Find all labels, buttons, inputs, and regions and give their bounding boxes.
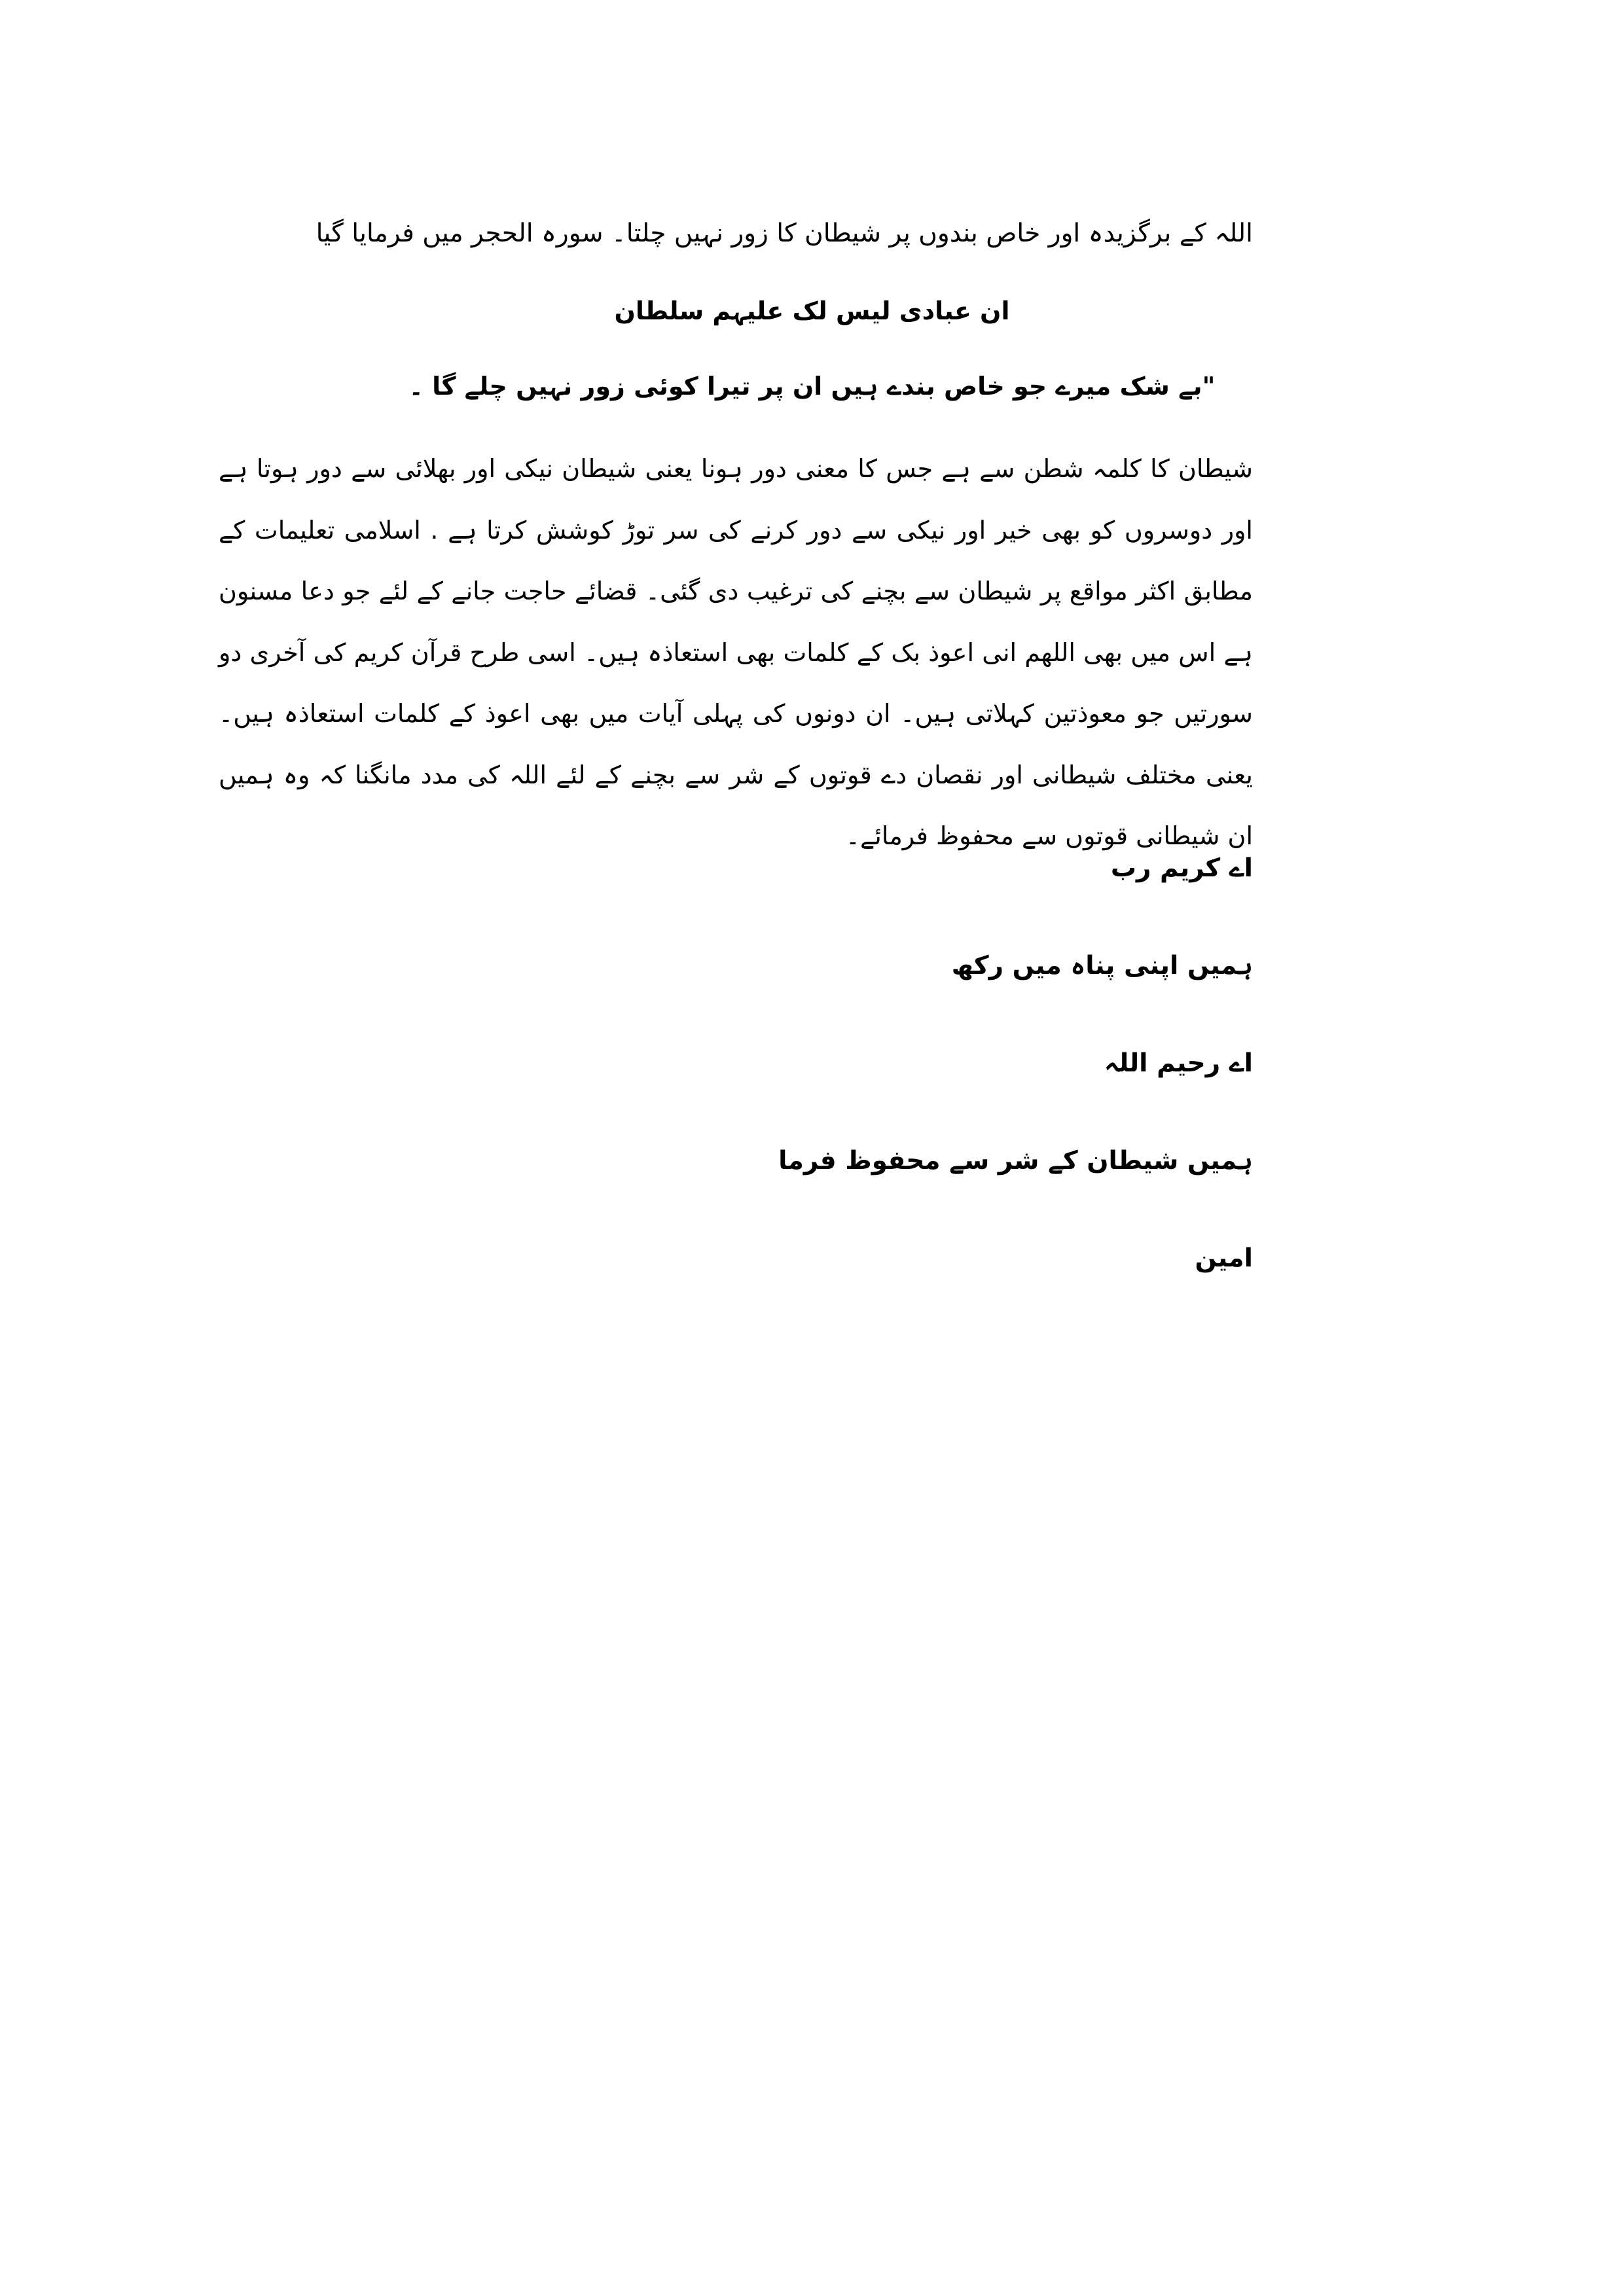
prayer-line-1: اے کریم رب	[1110, 853, 1253, 883]
arabic-verse: ان عبادی لیس لک علیہم سلطان	[614, 296, 1010, 325]
body-paragraph: شیطان کا کلمہ شطن سے ہے جس کا معنی دور ہونا یعنی شیطان نیکی اور بھلائی سے دور ہوتا ہے اور دوسروں کو بھی خیر اور نیکی سے دور کرنے کی سر توڑ کوشش کرتا ہے . اسلامی تعلیمات کے مطابق اکثر مواقع پر شیطان سے بچنے کی ترغیب دی گئی۔ قضائے حاجت جانے کے لئے جو دعا مسنون ہے اس میں بھی اللھم انی اعوذ بک کے کلمات بھی استعاذہ ہیں۔ اسی طرح قرآن کریم کی آخری دو سورتیں جو معوذتین کہلاتی ہیں۔ ان دونوں کی پہلی آیات میں بھی اعوذ کے کلمات استعاذہ ہیں۔ یعنی مختلف شیطانی اور نقصان دے قوتوں کے شر سے بچنے کے لئے اللہ کی مدد مانگنا کہ وہ ہمیں ان شیطانی قوتوں سے محفوظ فرمائے۔	[219, 454, 1253, 850]
verse-translation: "بے شک میرے جو خاص بندے ہیں ان پر تیرا کوئی زور نہیں چلے گا ۔	[408, 372, 1216, 401]
prayer-line-4: ہمیں شیطان کے شر سے محفوظ فرما	[778, 1146, 1253, 1175]
prayer-line-3: اے رحیم اللہ	[1104, 1049, 1253, 1078]
prayer-line-amen: امین	[1195, 1244, 1253, 1273]
prayer-line-2: ہمیں اپنی پناہ میں رکھ	[951, 951, 1253, 980]
intro-line: اللہ کے برگزیدہ اور خاص بندوں پر شیطان کا زور نہیں چلتا۔ سورہ الحجر میں فرمایا گیا	[316, 219, 1253, 248]
